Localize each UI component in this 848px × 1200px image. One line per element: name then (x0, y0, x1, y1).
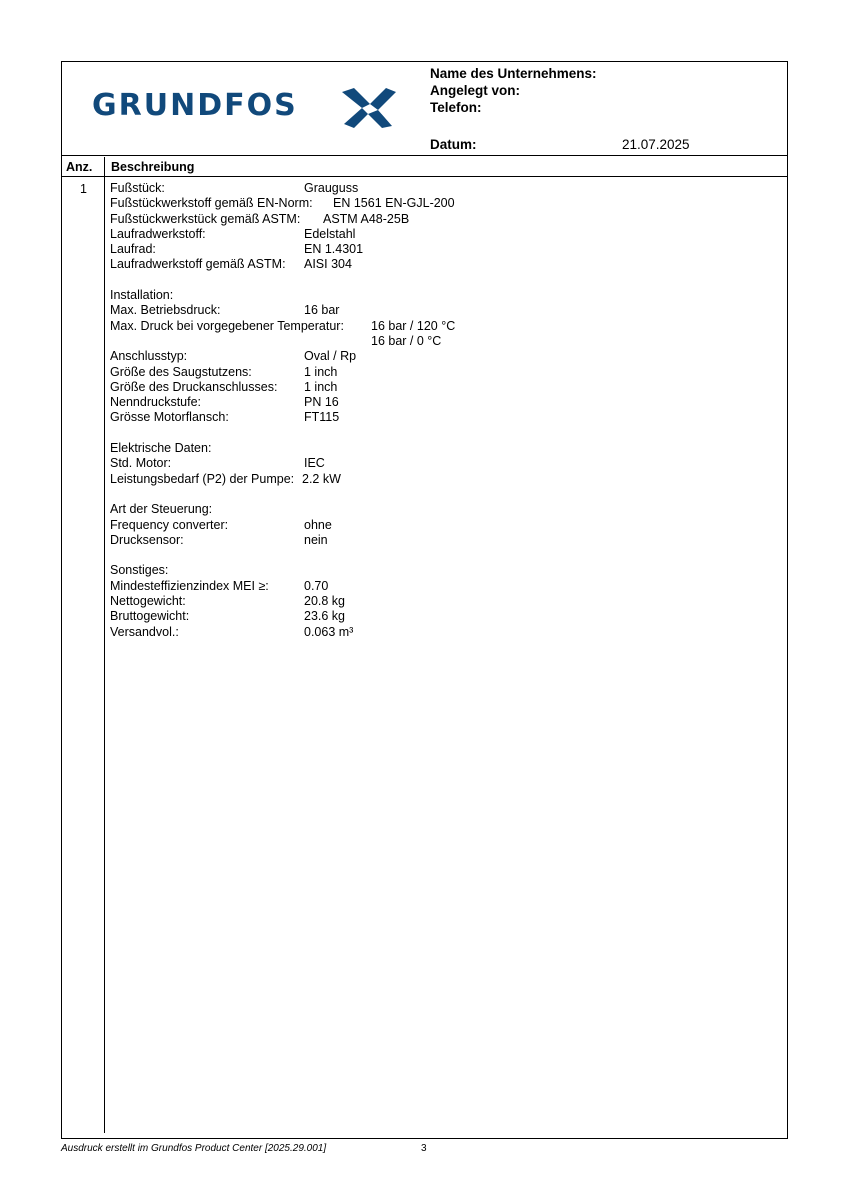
spec-label: Max. Betriebsdruck: (110, 303, 221, 318)
spec-value: 0.70 (304, 578, 329, 593)
spec-label: Frequency converter: (110, 517, 229, 532)
spec-label: Elektrische Daten: (110, 441, 212, 456)
spec-value: PN 16 (304, 395, 339, 410)
spec-label: Laufrad: (110, 242, 156, 257)
spec-label: Laufradwerkstoff: (110, 226, 206, 241)
spec-label: Laufradwerkstoff gemäß ASTM: (110, 257, 286, 272)
spec-label: Nettogewicht: (110, 594, 186, 609)
spec-value: 20.8 kg (304, 594, 346, 609)
spec-label: Sonstiges: (110, 563, 169, 578)
date-value: 21.07.2025 (622, 137, 690, 152)
spec-value: ASTM A48-25B (323, 211, 410, 226)
spec-label: Größe des Saugstutzens: (110, 364, 252, 379)
logo-wordmark: GRUNDFOS (92, 88, 298, 123)
spec-value: nein (304, 532, 328, 547)
spec-label: Drucksensor: (110, 532, 184, 547)
spec-value: IEC (304, 456, 325, 471)
spec-value: 16 bar / 0 °C (371, 333, 442, 348)
spec-value: 0.063 m³ (304, 624, 354, 639)
spec-label: Größe des Druckanschlusses: (110, 379, 278, 394)
spec-label: Versandvol.: (110, 624, 179, 639)
spec-value: EN 1561 EN-GJL-200 (333, 196, 455, 211)
phone-label: Telefon: (430, 100, 482, 115)
spec-label: Fußstückwerkstoff gemäß EN-Norm: (110, 196, 313, 211)
spec-value: 16 bar / 120 °C (371, 318, 456, 333)
column-header-description: Beschreibung (111, 160, 195, 174)
spec-value: AISI 304 (304, 257, 352, 272)
spec-value: 1 inch (304, 364, 338, 379)
spec-label: Anschlusstyp: (110, 349, 188, 364)
spec-label: Fußstückwerkstück gemäß ASTM: (110, 211, 301, 226)
spec-value: EN 1.4301 (304, 242, 364, 257)
spec-label: Nenndruckstufe: (110, 395, 202, 410)
spec-label: Leistungsbedarf (P2) der Pumpe: (110, 471, 295, 486)
footer-note: Ausdruck erstellt im Grundfos Product Center [2025.29.001] (61, 1143, 327, 1154)
spec-label: Fußstück: (110, 181, 165, 195)
column-header-qty: Anz. (66, 160, 93, 174)
spec-label: Art der Steuerung: (110, 502, 213, 517)
spec-label: Max. Druck bei vorgegebener Temperatur: (110, 318, 344, 333)
column-divider (104, 157, 105, 1133)
spec-value: Edelstahl (304, 226, 356, 241)
spec-value: FT115 (304, 410, 340, 425)
spec-label: Mindesteffizienzindex MEI ≥: (110, 578, 269, 593)
spec-label: Installation: (110, 288, 174, 303)
date-label: Datum: (430, 137, 477, 152)
spec-value: 1 inch (304, 379, 338, 394)
company-name-label: Name des Unternehmens: (430, 66, 597, 81)
spec-label: Std. Motor: (110, 456, 172, 471)
spec-value: ohne (304, 517, 332, 532)
spec-label: Bruttogewicht: (110, 609, 190, 624)
quantity-value: 1 (80, 182, 87, 196)
spec-value: 23.6 kg (304, 609, 346, 624)
spec-value: Oval / Rp (304, 349, 357, 364)
spec-value: 16 bar (304, 303, 340, 318)
header-rule (61, 155, 788, 156)
created-by-label: Angelegt von: (430, 83, 520, 98)
page-number: 3 (421, 1143, 427, 1154)
spec-label: Grösse Motorflansch: (110, 410, 229, 425)
grundfos-x-icon (340, 84, 398, 130)
column-header-rule (61, 176, 788, 177)
spec-value: 2.2 kW (302, 471, 341, 486)
spec-value: Grauguss (304, 181, 359, 195)
